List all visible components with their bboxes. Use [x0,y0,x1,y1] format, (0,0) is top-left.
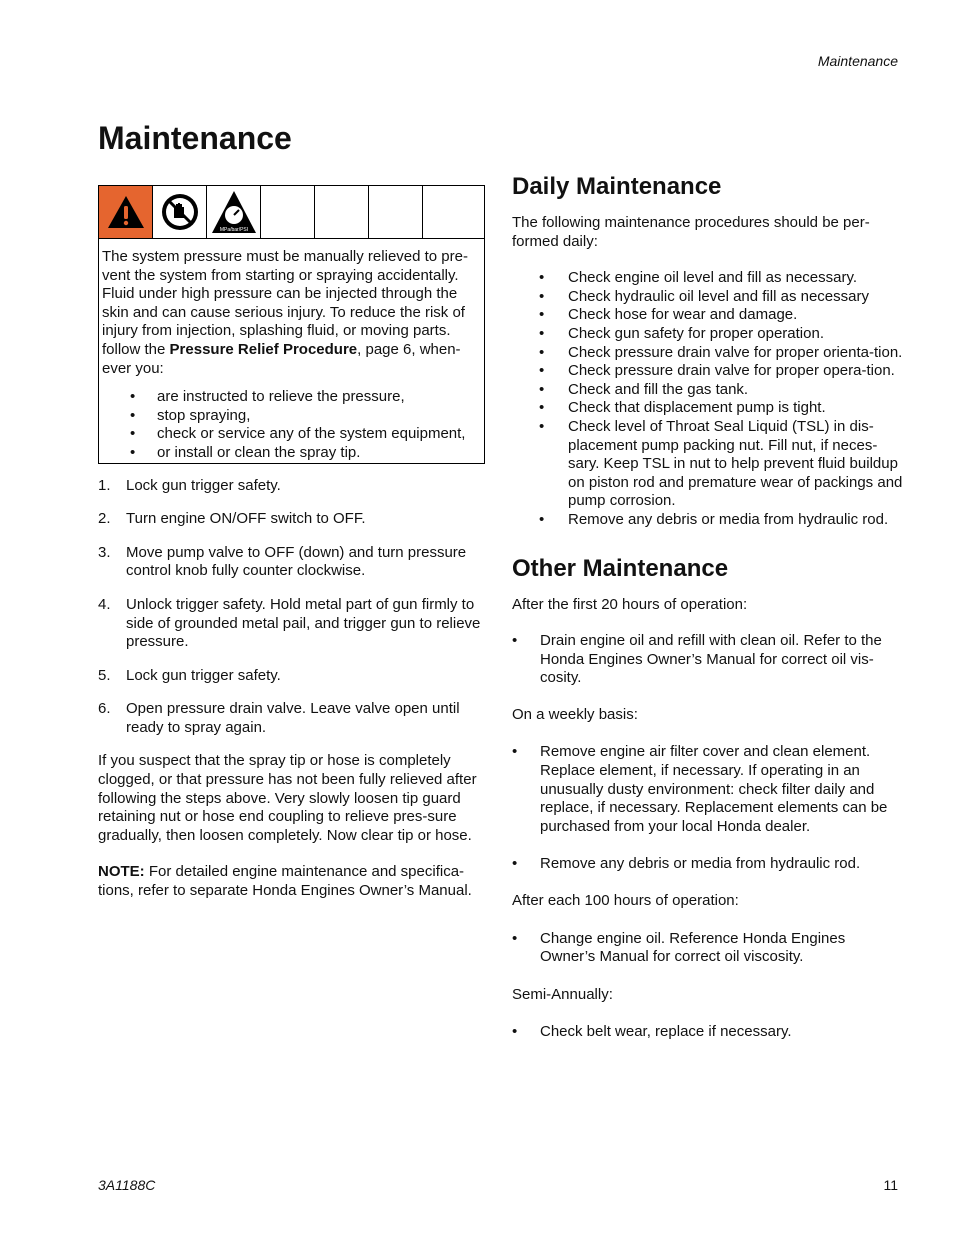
other-intro-semiannual: Semi-Annually: [512,985,613,1003]
pressure-relief-steps [98,477,485,738]
step-number: 5. [98,666,111,684]
other-list [512,743,904,874]
page-title: Maintenance [98,120,292,156]
warning-triangle-icon [99,186,153,238]
list-item: • Remove any debris or media from hydraulic rod. [512,855,904,874]
right-column [512,172,904,1042]
no-hand-injection-icon [153,186,207,238]
list-item: • Check pressure drain valve for proper opera-tion. [512,362,904,381]
step-text: Turn engine ON/OFF switch to OFF. [126,510,366,528]
list-item: • Check pressure drain valve for proper orienta-tion. [512,344,904,363]
step-text: Lock gun trigger safety. [126,476,281,494]
list-item: • Check and fill the gas tank. [512,381,904,400]
clogged-paragraph: If you suspect that the spray tip or hose is completely clogged, or that pressure has not been fully relieved after following the steps above. Very slowly loosen tip guard retaining nut or hose end coupling to relieve pres-sure gradually, then loosen completely. Now clear tip or hose. [98,752,477,844]
step-item [98,510,485,529]
step-text: Unlock trigger safety. Hold metal part of gun firmly to side of grounded metal pail, and trigger gun to relieve pressure. [126,595,481,651]
pressure-relief-procedure-ref: Pressure Relief Procedure [169,340,358,358]
daily-list [512,269,904,529]
other-list [512,1023,904,1042]
other-maintenance-heading: Other Maintenance [512,554,729,582]
step-text: Lock gun trigger safety. [126,666,281,684]
list-item: • Remove engine air filter cover and clean element. Replace element, if necessary. If operating in an unusually dusty environment: check filter daily and replace, if necessary. Replacement elements can be purchased from your local Honda dealer. [512,743,904,836]
list-item: • Remove any debris or media from hydraulic rod. [512,511,904,530]
step-number: 1. [98,476,111,494]
step-item [98,700,485,737]
note-label: NOTE: [98,863,145,881]
list-item: • Check gun safety for proper operation. [512,325,904,344]
note-paragraph [98,863,485,900]
list-item: • Drain engine oil and refill with clean oil. Refer to the Honda Engines Owner’s Manual for correct oil vis-cosity. [512,632,904,688]
warning-text-after: , page 6, when-ever you: [102,340,461,377]
empty-icon-cell [423,186,478,238]
warning-box [98,185,485,464]
pressure-icon-label: MPa/bar/PSI [219,227,248,233]
list-item: • stop spraying, [102,407,481,426]
other-list [512,632,904,688]
list-item: • check or service any of the system equipment, [102,425,481,444]
footer-page-number: 11 [883,1177,898,1193]
daily-intro: The following maintenance procedures should be per-formed daily: [512,214,870,250]
note-text: For detailed engine maintenance and specifica-tions, refer to separate Honda Engines Owner’s Manual. [98,863,472,900]
running-header: Maintenance [817,53,898,69]
list-item: • Check hydraulic oil level and fill as necessary [512,288,904,307]
step-number: 3. [98,543,111,561]
empty-icon-cell [369,186,423,238]
warning-paragraph [102,248,481,378]
other-intro-first20: After the first 20 hours of operation: [512,595,748,613]
step-text: Open pressure drain valve. Leave valve open until ready to spray again. [126,700,460,736]
step-number: 2. [98,510,111,528]
step-number: 4. [98,595,111,613]
list-item: • Check belt wear, replace if necessary. [512,1023,904,1042]
step-item [98,477,485,496]
empty-icon-cell [261,186,315,238]
warning-text-before: The system pressure must be manually relieved to pre-vent the system from starting or spraying accidentally. Fluid under high pressure can be injected through the skin and can cause serious injury. To reduce the risk of injury from injection, splashing fluid, or moving parts. follow the [102,248,468,358]
step-item [98,596,485,652]
list-item: • Check hose for wear and damage. [512,306,904,325]
list-item: • Change engine oil. Reference Honda Engines Owner’s Manual for correct oil viscosity. [512,930,904,967]
step-text: Move pump valve to OFF (down) and turn pressure control knob fully counter clockwise. [126,543,467,580]
list-item: • are instructed to relieve the pressure, [102,388,481,407]
step-item [98,667,485,686]
left-column [98,185,485,919]
footer-doc-number: 3A1188C [98,1177,156,1193]
daily-maintenance-heading: Daily Maintenance [512,173,722,200]
step-number: 6. [98,700,111,718]
warning-bullets [102,388,481,462]
empty-icon-cell [315,186,369,238]
other-intro-100h: After each 100 hours of operation: [512,892,739,910]
step-item [98,544,485,581]
pressure-relief-icon [207,186,261,238]
other-intro-weekly: On a weekly basis: [512,705,638,723]
list-item: • Check that displacement pump is tight. [512,399,904,418]
list-item: • or install or clean the spray tip. [102,444,481,463]
other-list [512,930,904,967]
warning-text [99,239,484,463]
list-item: • Check engine oil level and fill as necessary. [512,269,904,288]
warning-icon-row [99,186,484,239]
list-item: • Check level of Throat Seal Liquid (TSL) in dis-placement pump packing nut. Fill nut, if neces-sary. Keep TSL in nut to help prevent fluid buildup on piston rod and premature wear of packings and pump corrosion. [512,418,904,511]
